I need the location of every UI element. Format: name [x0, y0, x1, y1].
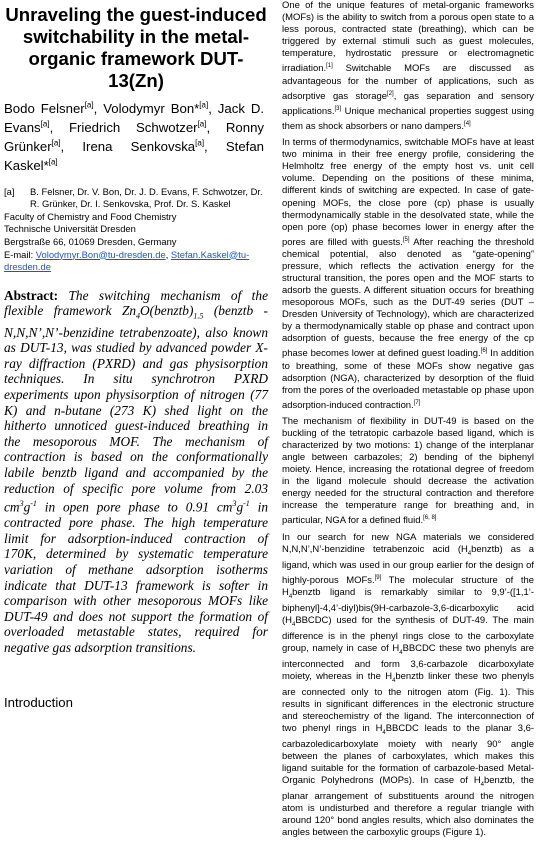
- paper-title: Unraveling the guest-induced switchability in the metal-organic framework DUT-13(Zn): [5, 4, 267, 91]
- affiliation-department: Faculty of Chemistry and Food Chemistry: [4, 210, 177, 222]
- author: Irena Senkovska[a],: [82, 138, 226, 155]
- body-paragraph-2: In terms of thermodynamics, switchable MOFs have at least two minima in their free energy profile, considering the Helmholtz free energy of the empty host vs. unit cell volume. Depending on the positions of these minima, different kinds of switching are expected. In case of gate-opening MOFs, the close pore (cp) phase is usually thermodynamically stable in the desolvated state, while the open pore (op) phase becomes lower in energy after the pores are filled with guests.[5] After reaching the threshold chemical potential, also denoted as “gate-opening” pressure, which reflects the activation energy for the structural transition, the pores open and the MOF starts to adsorb the guests. A different situation occurs for breathing mesoporous MOFs, such as the DUT-49 series (DUT – Dresden University of Technology), which are characterized by a thermodynamically stable op phase and contract upon adsorption of guests, because the free energy of the cp phase becomes lower at defined guest loading.[6] In addition to breathing, some of these MOFs show negative gas adsorption (NGA), characterized by desorption of the fluid from the pores of the overloaded metastable op phase upon adsorption-induced contraction.[7]: [282, 137, 535, 411]
- left-column: [4, 0, 268, 710]
- author: Ronny Grünker[a],: [4, 120, 265, 155]
- author-list: [4, 98, 264, 174]
- affiliation-email: E-mail: Volodymyr.Bon@tu-dresden.de, Stefan.Kaskel@tu-dresden.de: [4, 248, 250, 273]
- affiliation-block: [4, 186, 268, 274]
- author: Stefan Kaskel*[a]: [4, 139, 265, 174]
- email-link-bon[interactable]: Volodymyr.Bon@tu-dresden.de: [35, 248, 166, 260]
- right-column: [282, 0, 534, 844]
- affiliation-university: Technische Universität Dresden: [4, 223, 136, 235]
- author: Jack D. Evans[a],: [4, 101, 265, 136]
- author: Friedrich Schwotzer[a],: [68, 119, 226, 136]
- abstract-label: Abstract:: [4, 287, 59, 303]
- body-paragraph-1: One of the unique features of metal-organic frameworks (MOFs) is the ability to switch from a porous open state to a less porous, contracted state (breathing), which can be triggered by external stimuli such as guest molecules, temperature, hydrostatic pressure or electromagnetic irradiation.[1] Switchable MOFs are discussed as advantageous for the number of applications, such as adsorptive gas storage[2], gas separation and sensory applications.[3] Unique mechanical properties suggest using them as shock absorbers or nano dampers.[4]: [282, 0, 534, 133]
- author: Volodymyr Bon*[a],: [103, 101, 218, 117]
- body-paragraph-4: In our search for new NGA materials we considered N,N,N’,N’-benzidine tetrabenzoic acid $(H_4benztb)$ as a ligand, which was used in our group earlier for the design of highly-porous MOFs.[9] The molecular structure of the $H_4benztb$ ligand is remarkably similar to 9,9’-([1,1’-biphenyl]-4,4’-diyl)bis(9H-carbazole-3,6-dicarboxylic acid $(H_4BBCDC)$ used for the synthesis of DUT-49. The main difference is in the phenyl rings close to the carboxylate group, namely in case of $H_4BBCDC$ these two phenyls are interconnected and form 3,6-carbazole dicarboxylate moiety, whereas in the $H_4benztb$ linker these two phenyls are connected only to the nitrogen atom (Fig. 1). This results in significant differences in the electronic structure and stereochemistry of the ligand. The interconnection of two phenyl rings in $H_4BBCDC$ leads to the planar 3,6-carbazoledicarboxylate moiety with nearly 90° angle between the planes of carboxylates, which makes this ligand suitable for the formation of carbazole-based Metal-Organic Polyhedrons (MOPs). In case of $H_4benztb$, the planar arrangement of substituents around the nitrogen atom is undisturbed and therefore a regular triangle with around 120° bond angles results, which also dominates the angles between the carboxylic groups (Figure 1).: [282, 531, 534, 839]
- author: Bodo Felsner[a],: [4, 101, 104, 117]
- body-paragraph-3: The mechanism of flexibility in DUT-49 is based on the buckling of the tetratopic carbazole based ligand, which is characterized by two motions: 1) change of the interplanar angle between carbazoles; 2) bending of the biphenyl moiety. Hence, increasing the rotational degree of freedom in the ligand molecule should decrease the activation energy needed for the structural contraction and therefore increase the temperature range for breathing and, in particular, NGA for a defined fluid.[6, 8]: [282, 415, 534, 527]
- email-link-kaskel[interactable]: Stefan.Kaskel@tu-dresden.de: [4, 248, 250, 273]
- affiliation-names: B. Felsner, Dr. V. Bon, Dr. J. D. Evans, F. Schwotzer, Dr. R. Grünker, Dr. I. Senkovska, Prof. Dr. S. Kaskel: [30, 185, 263, 210]
- affiliation-label: [a]: [4, 185, 15, 197]
- abstract: Abstract: The switching mechanism of the flexible framework $Zn_4O(benztb)_{1.5}$ (benztb - N,N,N’,N’-benzidine tetrabenzoate), also known as DUT-13, was studied by advanced powder X-ray diffraction (PXRD) and gas physisorption techniques. In situ synchrotron PXRD experiments upon physisorption of nitrogen (77 K) and n-butane (273 K) shed light on the hitherto unnoticed guest-induced breathing in the mesoporous MOF. The mechanism of contraction is based on the conformationally labile benztb ligand and accompanied by the reduction of specific pore volume from 2.03 $cm^3g^{-1}$ in open pore phase to 0.91 $cm^3g^{-1}$ in contracted pore phase. The high temperature limit for adsorption-induced contraction of 170K, determined by systematic temperature variation of methane adsorption isotherms indicate that DUT-13 framework is softer in comparison with other mesoporous MOFs like DUT-49 and does not support the formation of overloaded metastable states, required for negative gas adsorption transitions.: [4, 287, 268, 655]
- affiliation-address: Bergstraße 66, 01069 Dresden, Germany: [4, 235, 177, 247]
- introduction-heading: Introduction: [4, 695, 73, 711]
